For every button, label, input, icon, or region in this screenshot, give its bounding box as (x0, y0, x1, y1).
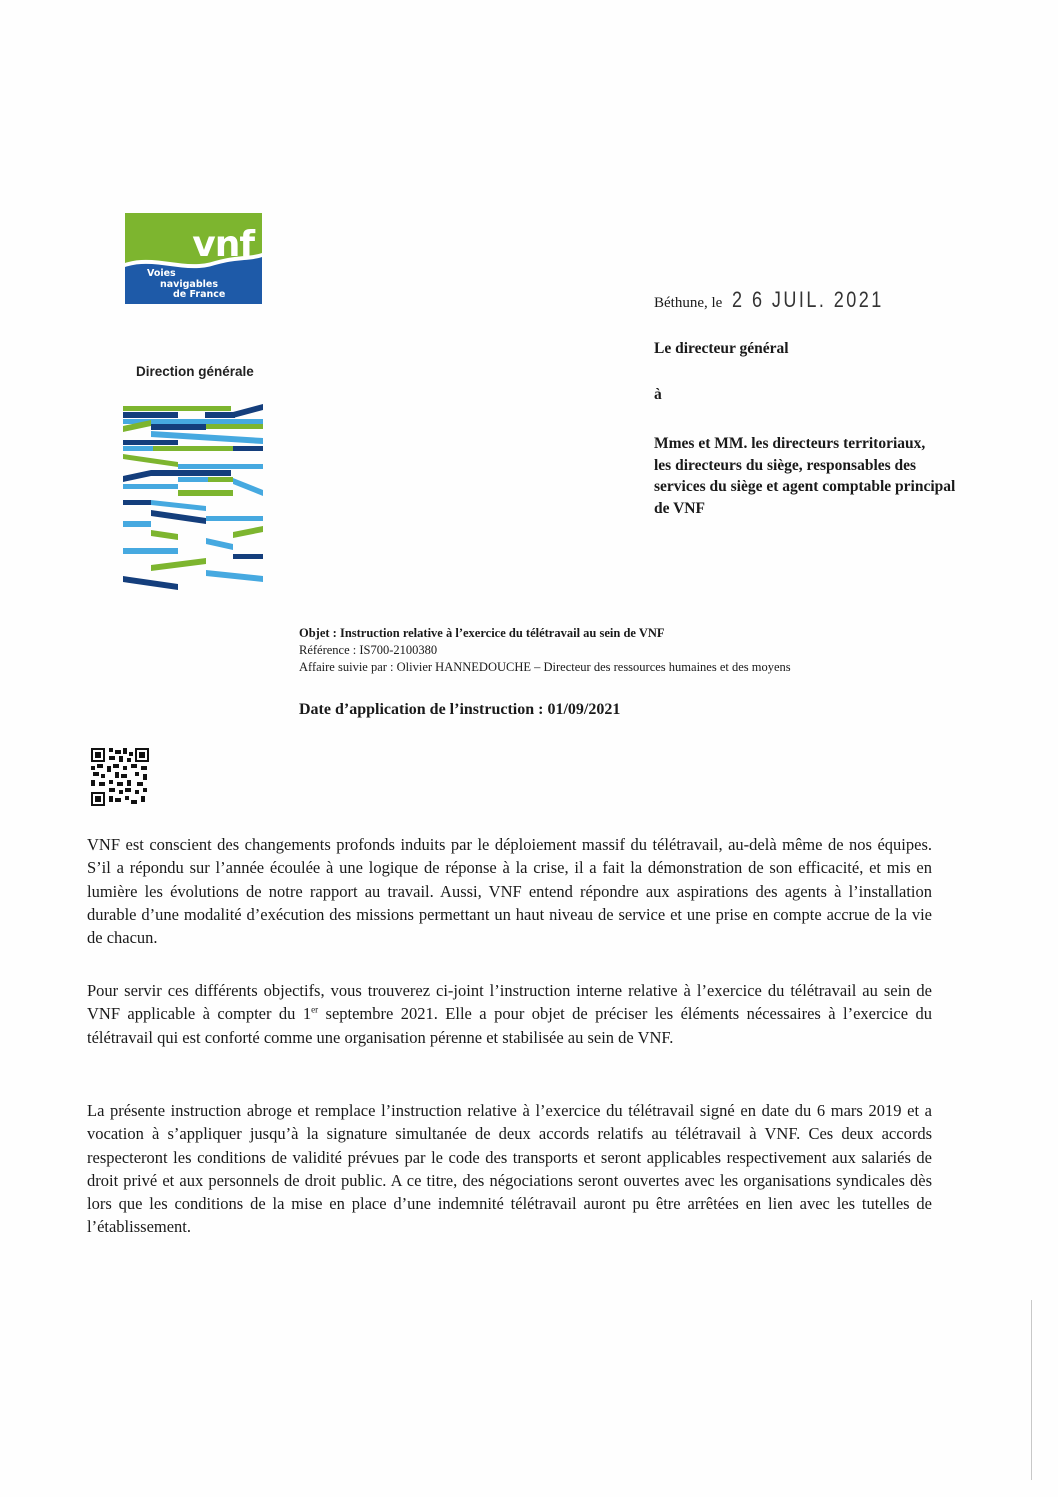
logo-tagline-line: Voies (147, 268, 176, 279)
logo-brand: vnf (192, 224, 254, 265)
body-paragraph-1: VNF est conscient des changements profonds induits par le déploiement massif du télétravail, au-delà même de nos équipes. S’il a répondu sur l’année écoulée à une logique de réponse à la crise, il a fait la démonstration de son efficacité, et mis en lumière les évolutions de notre rapport au travail. Aussi, VNF entend répondre aux aspirations des agents à l’installation durable d’une modalité d’exécution des missions permettant un haut niveau de service et une prise en compte accrue de la vie de chacun. (87, 835, 932, 948)
body-paragraph-2 (87, 979, 932, 1049)
to-label: à (654, 386, 662, 403)
department-label: Direction générale (136, 364, 254, 379)
followed-by-line: Affaire suivie par : Olivier HANNEDOUCHE – Directeur des ressources humaines et des moyens (299, 660, 791, 674)
recipients-line: les directeurs du siège, responsables des (654, 456, 917, 474)
logo-tagline-line: navigables (160, 278, 218, 290)
object-block (299, 625, 791, 676)
place-and-date (654, 287, 917, 313)
scan-artifact-line (1031, 1300, 1032, 1480)
ordinal-superscript: er (311, 1004, 319, 1015)
paragraph-2-part-1: Pour servir ces différents objectifs, vous trouverez ci-joint l’instruction interne relative à l’exercice du télétravail au sein de VNF applicable à compter du 1 (87, 981, 932, 1024)
recipients-line: Mmes et MM. les directeurs territoriaux, (654, 435, 926, 452)
logo-tagline (147, 269, 225, 301)
recipients-line: de VNF (654, 499, 705, 517)
paragraph-2-part-2: septembre 2021. Elle a pour objet de préciser les éléments nécessaires à l’exercice du télétravail qui est conforté comme une organisation pérenne et stabilisée au sein de VNF. (87, 1004, 932, 1047)
body-paragraph-3: La présente instruction abroge et remplace l’instruction relative à l’exercice du télétravail signé en date du 6 mars 2019 et a vocation à s’appliquer jusqu’à la signature simultanée de deux accords relatifs au télétravail à VNF. Ces deux accords respecteront les conditions de validité prévues par le code des transports et seront applicables respectivement aux salariés de droit privé et aux personnels de droit public. A ce titre, des négociations seront ouvertes avec les organisations syndicales dès lors que les conditions de la mise en place d’une indemnité télétravail auront pu être arrêtées en lien avec les tutelles de l’établissement. (87, 1101, 932, 1237)
recipients (654, 433, 1034, 519)
logo-tagline-line: de France (173, 289, 226, 300)
qr-code-icon (91, 748, 149, 806)
place-label: Béthune, le (654, 295, 723, 311)
recipients-line: services du siège et agent comptable principal (654, 478, 956, 495)
date-stamp: 2 6 JUIL. 2021 (732, 287, 884, 312)
subject-line: Objet : Instruction relative à l’exercice du télétravail au sein de VNF (299, 626, 665, 640)
sender: Le directeur général (654, 340, 789, 357)
application-date: Date d’application de l’instruction : 01/09/2021 (299, 701, 621, 718)
vnf-logo (125, 213, 262, 304)
reference-line: Référence : IS700-2100380 (299, 643, 438, 657)
decorative-stripes (123, 400, 263, 590)
